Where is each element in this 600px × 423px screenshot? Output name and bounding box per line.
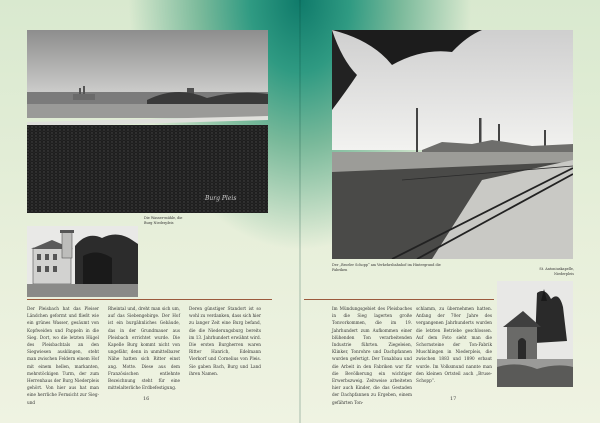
left-divider <box>27 299 272 300</box>
right-photo-chapel <box>497 281 573 387</box>
right-page-number: 17 <box>450 396 457 402</box>
right-divider <box>304 299 494 300</box>
left-text-column-3: Deren günstiger Standort ist so wohl zu verdanken, dass sich hier zu langer Zeit eine Burg befand, die die Niederungsburg bereits im 13. Jahrhundert erwähnt wird. Die ersten Burgherren waren Ritter Hanrich, Edelmann Vierkorf und Cornelius von Pleis. Sie gaben Bach, Burg und Land ihren Namen. <box>189 306 261 376</box>
left-photo-landscape <box>27 30 268 213</box>
right-text-column-1: Im Mündungsgebiet des Pleisbaches in die Sieg lagerten große Tonvorkommen, die im 19. Jahrhundert zum Aufkommen einer blühenden Ton verarbeitenden Industrie führten. Ziegeleien, Klinker, Tonrohre und Dachpfannen wurden gefertigt. Der Tonabbau und die Arbeit in den Fabriken war für die Bevölkerung ein wichtiger Erwerbszweig. Zeitweise arbeiteten hier auch Kinder, die das Gestaden der Dachpfannen zu Ergeben, einem gefährten Ton- <box>332 306 412 405</box>
right-photo-caption-2: St. Antoniuskapelle, Niederpleis <box>539 267 574 276</box>
book-gutter <box>299 0 301 423</box>
photo-inscription: Burg Pleis <box>205 195 237 202</box>
left-page-number: 16 <box>143 396 150 402</box>
left-photo-manor <box>27 226 138 297</box>
left-text-column-1: Der Pleisbach hat das Pleiser Ländchen geformt und fließt wie ein grünes Wasser, gesäumt von Kopfweiden und Pappeln in die Sieg. Dort, wo die letzten Hügel des Pleisbachtals an den Siegwiesen ausklingen, steht man zwischen Feldern einem Hof mit einem hellen, markanten, mehrstöckigen Turm, der zum Herrenhaus der Burg Niederpleis gehört. Von hier aus hat man eine herrliche Fernsicht zur Sieg- und <box>27 306 99 405</box>
left-text-column-2: Rheintal und, dreht man sich um, auf das Siebengebirge. Der Hof ist ein burgähnliches Gebäude, das in der Grundmauer aus Pleisbach errichtet wurde. Die Kapelle Burg kommt nicht von ungefähr, denn in unmittelbarer Nähe hatten sich Ritter einst ang. Motte. Diese aus dem Französischen entlehnte Bezeichnung steht für eine mittelalterliche Erdbefestigung. <box>108 306 180 391</box>
right-text-column-2: schlamm, zu übernehmen hatten. Anfang der 70er Jahre des vergangenen Jahrhunderts wurden die letzten Betriebe geschlossen. Auf dem Foto sieht man die Schornsteine der Ton-Fabrik Muschlingen in Niederpleis, die zwischen 1883 und 1890 erbaut wurde. Im Volksmund nannte man den kleinen Ortsteil auch „Bruse-Schopp“. <box>416 306 492 384</box>
right-photo-railway <box>332 30 573 259</box>
right-photo-caption: Der „Broeler Schopp“ am Verkehrsbahnhof im Hintergrund die Fabriken <box>332 263 441 272</box>
left-photo-caption: Die Wasser-mühle, die Burg Niederpleis <box>144 216 183 225</box>
